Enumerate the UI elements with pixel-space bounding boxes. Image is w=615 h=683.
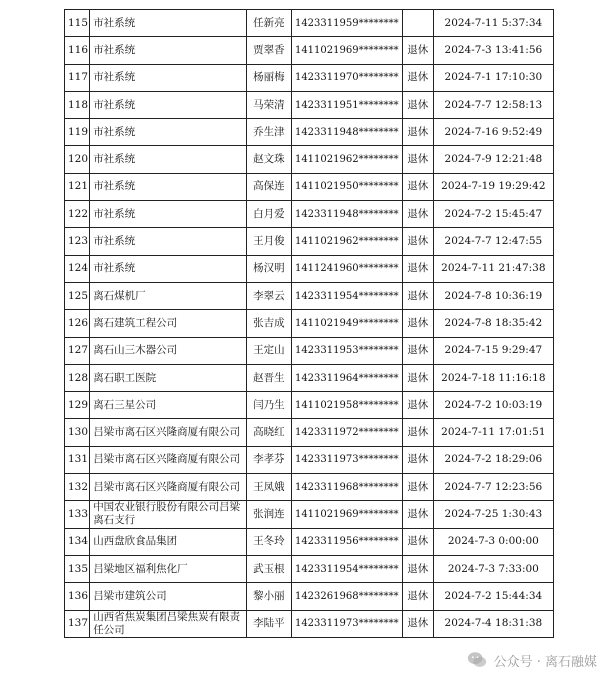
cell-name: 黎小丽 bbox=[247, 583, 292, 610]
cell-id: 1411021958******** bbox=[291, 392, 402, 419]
cell-name: 白月爱 bbox=[247, 201, 292, 228]
cell-type: 退休 bbox=[402, 610, 433, 637]
cell-id: 1411021950******** bbox=[291, 173, 402, 200]
cell-type: 退休 bbox=[402, 419, 433, 446]
cell-name: 张吉成 bbox=[247, 310, 292, 337]
table-row bbox=[65, 10, 554, 37]
cell-id: 1423261968******** bbox=[291, 583, 402, 610]
cell-no: 122 bbox=[65, 201, 90, 228]
cell-id: 1423311973******** bbox=[291, 446, 402, 473]
cell-name: 杨汉明 bbox=[247, 255, 292, 282]
cell-unit: 吕梁市离石区兴隆商厦有限公司 bbox=[90, 446, 247, 473]
cell-id: 1423311964******** bbox=[291, 364, 402, 391]
cell-type: 退休 bbox=[402, 501, 433, 528]
table-row bbox=[65, 282, 554, 309]
cell-type: 退休 bbox=[402, 555, 433, 582]
cell-unit: 中国农业银行股份有限公司吕梁离石支行 bbox=[90, 501, 247, 528]
cell-name: 赵文珠 bbox=[247, 146, 292, 173]
cell-type: 退休 bbox=[402, 282, 433, 309]
cell-type: 退休 bbox=[402, 310, 433, 337]
cell-time: 2024-7-1 17:10:30 bbox=[433, 64, 553, 91]
cell-unit: 离石三星公司 bbox=[90, 392, 247, 419]
cell-name: 马荣清 bbox=[247, 91, 292, 118]
cell-time: 2024-7-8 18:35:42 bbox=[433, 310, 553, 337]
cell-id: 1423311972******** bbox=[291, 419, 402, 446]
cell-name: 武玉根 bbox=[247, 555, 292, 582]
cell-type: 退休 bbox=[402, 255, 433, 282]
cell-time: 2024-7-3 13:41:56 bbox=[433, 37, 553, 64]
cell-id: 1423311954******** bbox=[291, 555, 402, 582]
cell-unit: 市社系统 bbox=[90, 119, 247, 146]
cell-time: 2024-7-2 18:29:06 bbox=[433, 446, 553, 473]
cell-type: 退休 bbox=[402, 364, 433, 391]
cell-unit: 市社系统 bbox=[90, 146, 247, 173]
watermark-text: 公众号 · 离石融媒 bbox=[493, 654, 597, 670]
cell-unit: 市社系统 bbox=[90, 173, 247, 200]
cell-unit: 离石山三木器公司 bbox=[90, 337, 247, 364]
table-row bbox=[65, 310, 554, 337]
cell-name: 任新亮 bbox=[247, 10, 292, 37]
cell-no: 129 bbox=[65, 392, 90, 419]
cell-no: 132 bbox=[65, 474, 90, 501]
cell-no: 137 bbox=[65, 610, 90, 637]
pension-list-table bbox=[64, 9, 554, 638]
table-row bbox=[65, 528, 554, 555]
cell-id: 1411021962******** bbox=[291, 228, 402, 255]
cell-no: 120 bbox=[65, 146, 90, 173]
cell-name: 闫乃生 bbox=[247, 392, 292, 419]
cell-unit: 市社系统 bbox=[90, 228, 247, 255]
cell-type: 退休 bbox=[402, 583, 433, 610]
cell-name: 赵晋生 bbox=[247, 364, 292, 391]
cell-no: 126 bbox=[65, 310, 90, 337]
cell-unit: 吕梁市离石区兴隆商厦有限公司 bbox=[90, 419, 247, 446]
table-row bbox=[65, 119, 554, 146]
cell-unit: 市社系统 bbox=[90, 255, 247, 282]
table-row bbox=[65, 583, 554, 610]
cell-no: 128 bbox=[65, 364, 90, 391]
cell-unit: 山西省焦炭集团吕梁焦炭有限责任公司 bbox=[90, 610, 247, 637]
cell-type: 退休 bbox=[402, 201, 433, 228]
cell-name: 李陆平 bbox=[247, 610, 292, 637]
cell-no: 134 bbox=[65, 528, 90, 555]
cell-name: 王月俊 bbox=[247, 228, 292, 255]
table-row bbox=[65, 555, 554, 582]
cell-unit: 市社系统 bbox=[90, 10, 247, 37]
cell-name: 王凤娥 bbox=[247, 474, 292, 501]
cell-name: 乔生津 bbox=[247, 119, 292, 146]
cell-name: 王定山 bbox=[247, 337, 292, 364]
cell-no: 133 bbox=[65, 501, 90, 528]
table-row bbox=[65, 446, 554, 473]
cell-time: 2024-7-8 10:36:19 bbox=[433, 282, 553, 309]
cell-id: 1423311959******** bbox=[291, 10, 402, 37]
cell-unit: 市社系统 bbox=[90, 91, 247, 118]
cell-time: 2024-7-11 21:47:38 bbox=[433, 255, 553, 282]
cell-no: 136 bbox=[65, 583, 90, 610]
cell-time: 2024-7-9 12:21:48 bbox=[433, 146, 553, 173]
cell-type: 退休 bbox=[402, 37, 433, 64]
cell-id: 1423311970******** bbox=[291, 64, 402, 91]
cell-id: 1423311954******** bbox=[291, 282, 402, 309]
table-body bbox=[65, 10, 554, 638]
cell-time: 2024-7-2 15:44:34 bbox=[433, 583, 553, 610]
cell-type: 退休 bbox=[402, 337, 433, 364]
cell-no: 115 bbox=[65, 10, 90, 37]
cell-time: 2024-7-3 7:33:00 bbox=[433, 555, 553, 582]
table-row bbox=[65, 91, 554, 118]
cell-time: 2024-7-11 5:37:34 bbox=[433, 10, 553, 37]
cell-time: 2024-7-18 11:16:18 bbox=[433, 364, 553, 391]
cell-id: 1423311973******** bbox=[291, 610, 402, 637]
cell-name: 王冬玲 bbox=[247, 528, 292, 555]
cell-id: 1411021969******** bbox=[291, 37, 402, 64]
cell-no: 131 bbox=[65, 446, 90, 473]
cell-no: 130 bbox=[65, 419, 90, 446]
table-row bbox=[65, 173, 554, 200]
cell-unit: 市社系统 bbox=[90, 64, 247, 91]
cell-no: 127 bbox=[65, 337, 90, 364]
cell-unit: 市社系统 bbox=[90, 201, 247, 228]
table-row bbox=[65, 337, 554, 364]
cell-time: 2024-7-15 9:29:47 bbox=[433, 337, 553, 364]
cell-type: 退休 bbox=[402, 392, 433, 419]
cell-unit: 离石煤机厂 bbox=[90, 282, 247, 309]
cell-type: 退休 bbox=[402, 228, 433, 255]
cell-type: 退休 bbox=[402, 146, 433, 173]
cell-time: 2024-7-7 12:58:13 bbox=[433, 91, 553, 118]
cell-type: 退休 bbox=[402, 474, 433, 501]
cell-name: 贾翠香 bbox=[247, 37, 292, 64]
cell-id: 1411021969******** bbox=[291, 501, 402, 528]
cell-name: 高晓红 bbox=[247, 419, 292, 446]
cell-id: 1423311968******** bbox=[291, 474, 402, 501]
cell-no: 119 bbox=[65, 119, 90, 146]
cell-unit: 吕梁市离石区兴隆商厦有限公司 bbox=[90, 474, 247, 501]
table-row bbox=[65, 146, 554, 173]
cell-id: 1423311948******** bbox=[291, 201, 402, 228]
cell-id: 1411241960******** bbox=[291, 255, 402, 282]
table-row bbox=[65, 419, 554, 446]
table-row bbox=[65, 392, 554, 419]
cell-unit: 离石建筑工程公司 bbox=[90, 310, 247, 337]
cell-id: 1423311948******** bbox=[291, 119, 402, 146]
cell-type: 退休 bbox=[402, 528, 433, 555]
cell-no: 125 bbox=[65, 282, 90, 309]
cell-type: 退休 bbox=[402, 446, 433, 473]
table-row bbox=[65, 201, 554, 228]
cell-time: 2024-7-7 12:47:55 bbox=[433, 228, 553, 255]
cell-unit: 山西盘欣食品集团 bbox=[90, 528, 247, 555]
cell-time: 2024-7-2 15:45:47 bbox=[433, 201, 553, 228]
cell-unit: 吕梁市建筑公司 bbox=[90, 583, 247, 610]
wechat-icon bbox=[466, 649, 488, 671]
cell-name: 高保连 bbox=[247, 173, 292, 200]
cell-no: 124 bbox=[65, 255, 90, 282]
cell-id: 1423311951******** bbox=[291, 91, 402, 118]
cell-name: 杨丽梅 bbox=[247, 64, 292, 91]
watermark bbox=[466, 649, 597, 671]
cell-name: 李孝芬 bbox=[247, 446, 292, 473]
cell-name: 张润连 bbox=[247, 501, 292, 528]
cell-id: 1411021962******** bbox=[291, 146, 402, 173]
cell-no: 121 bbox=[65, 173, 90, 200]
cell-name: 李翠云 bbox=[247, 282, 292, 309]
cell-type bbox=[402, 10, 433, 37]
cell-no: 116 bbox=[65, 37, 90, 64]
cell-time: 2024-7-3 0:00:00 bbox=[433, 528, 553, 555]
table-row bbox=[65, 474, 554, 501]
table-row bbox=[65, 64, 554, 91]
table-row bbox=[65, 37, 554, 64]
cell-type: 退休 bbox=[402, 64, 433, 91]
cell-no: 135 bbox=[65, 555, 90, 582]
cell-id: 1411021949******** bbox=[291, 310, 402, 337]
cell-time: 2024-7-25 1:30:43 bbox=[433, 501, 553, 528]
cell-time: 2024-7-16 9:52:49 bbox=[433, 119, 553, 146]
cell-unit: 市社系统 bbox=[90, 37, 247, 64]
table-row bbox=[65, 501, 554, 528]
table-row bbox=[65, 228, 554, 255]
cell-id: 1423311956******** bbox=[291, 528, 402, 555]
table-row bbox=[65, 255, 554, 282]
table-row bbox=[65, 610, 554, 637]
cell-no: 123 bbox=[65, 228, 90, 255]
cell-no: 118 bbox=[65, 91, 90, 118]
cell-no: 117 bbox=[65, 64, 90, 91]
cell-unit: 吕梁地区福利焦化厂 bbox=[90, 555, 247, 582]
table-row bbox=[65, 364, 554, 391]
cell-time: 2024-7-11 17:01:51 bbox=[433, 419, 553, 446]
cell-time: 2024-7-19 19:29:42 bbox=[433, 173, 553, 200]
cell-time: 2024-7-7 12:23:56 bbox=[433, 474, 553, 501]
cell-type: 退休 bbox=[402, 173, 433, 200]
cell-type: 退休 bbox=[402, 91, 433, 118]
cell-time: 2024-7-2 10:03:19 bbox=[433, 392, 553, 419]
cell-time: 2024-7-4 18:31:38 bbox=[433, 610, 553, 637]
cell-unit: 离石职工医院 bbox=[90, 364, 247, 391]
cell-type: 退休 bbox=[402, 119, 433, 146]
cell-id: 1423311953******** bbox=[291, 337, 402, 364]
